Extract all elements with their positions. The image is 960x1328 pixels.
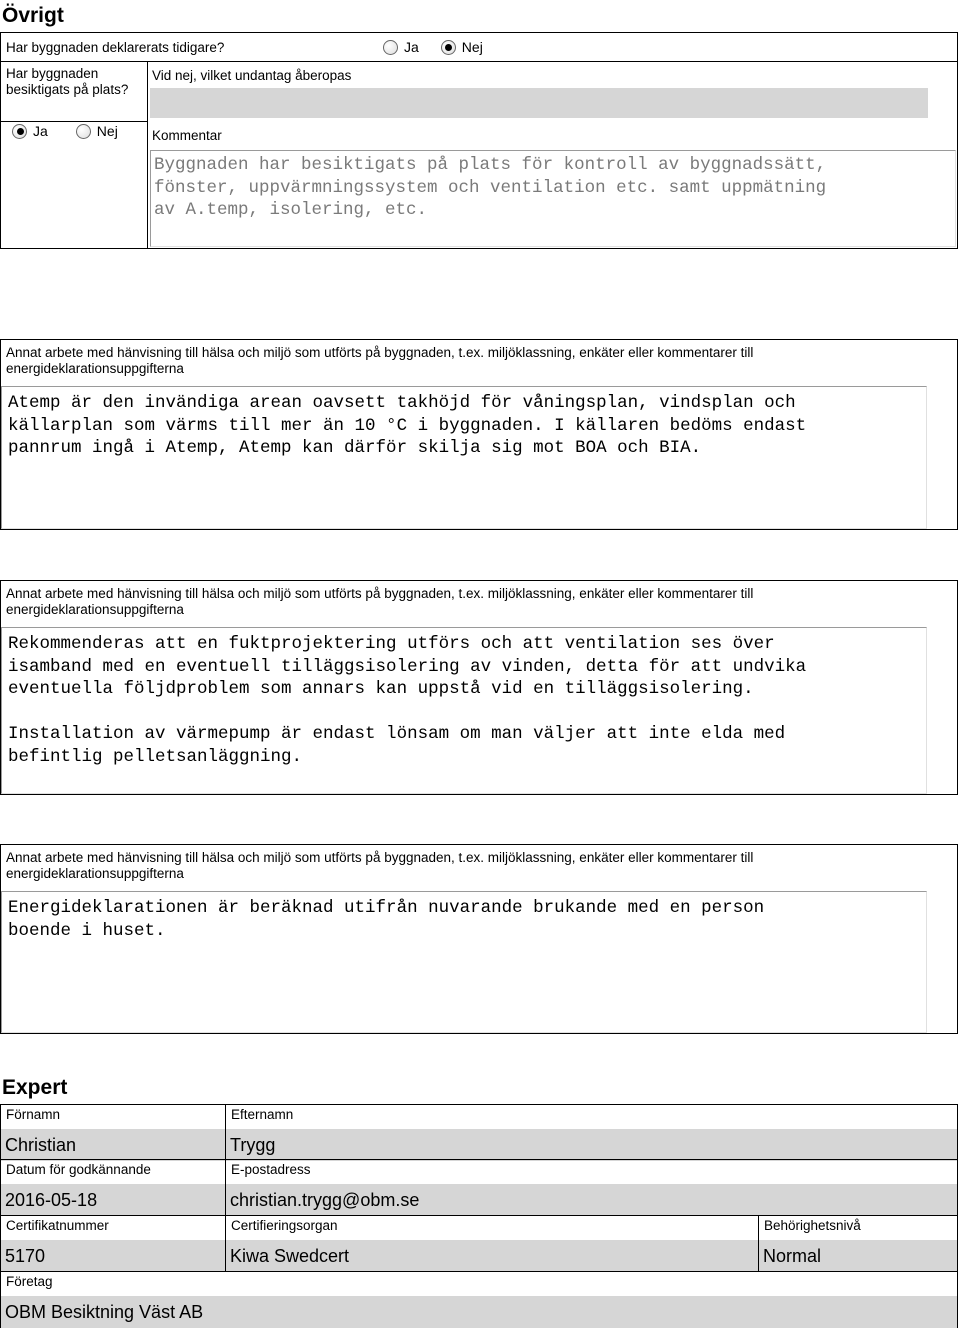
inspected-yes-radio[interactable] bbox=[12, 124, 27, 139]
declared-no-radio[interactable] bbox=[441, 40, 456, 55]
comment-label: Kommentar bbox=[152, 128, 222, 143]
other-work-field-3[interactable] bbox=[1, 891, 927, 1033]
section-title-expert: Expert bbox=[2, 1076, 68, 1099]
inspected-radio-group bbox=[12, 123, 118, 139]
email-label: E-postadress bbox=[231, 1162, 311, 1177]
date-label: Datum för godkännande bbox=[6, 1162, 151, 1177]
level-label: Behörighetsnivå bbox=[764, 1218, 861, 1233]
date-field[interactable]: 2016-05-18 bbox=[1, 1184, 225, 1216]
other-work-label-1: Annat arbete med hänvisning till hälsa och miljö som utförts på byggnaden, t.ex. miljöklassning, enkäter eller kommentarer till energideklarationsuppgifterna bbox=[6, 345, 754, 376]
cert-org-field[interactable]: Kiwa Swedcert bbox=[226, 1240, 758, 1272]
section-title-ovrigt: Övrigt bbox=[2, 4, 64, 27]
other-work-text-3: Energideklarationen är beräknad utifrån nuvarande brukande med en person boende i huset. bbox=[8, 898, 765, 941]
cert-org-cell bbox=[225, 1215, 759, 1272]
declared-radio-group bbox=[383, 39, 483, 55]
other-work-field-2[interactable] bbox=[1, 627, 927, 794]
cert-no-label: Certifikatnummer bbox=[6, 1218, 109, 1233]
inspected-yes-label: Ja bbox=[33, 123, 48, 139]
declared-question: Har byggnaden deklarerats tidigare? bbox=[6, 40, 225, 55]
firstname-label: Förnamn bbox=[6, 1107, 61, 1122]
other-work-text-1: Atemp är den invändiga arean oavsett takhöjd för våningsplan, vindsplan och källarplan som värms till mer än 10 °C i byggnaden. I källaren bedöms endast pannrum ingå i Atemp, Atemp kan därför skilja sig mot BOA och BIA. bbox=[8, 393, 807, 458]
firstname-field[interactable]: Christian bbox=[1, 1129, 225, 1161]
level-cell bbox=[758, 1215, 958, 1272]
lastname-cell bbox=[225, 1104, 958, 1160]
other-work-block-3 bbox=[0, 844, 958, 1034]
email-field[interactable]: christian.trygg@obm.se bbox=[226, 1184, 957, 1216]
cert-no-cell bbox=[0, 1215, 226, 1272]
other-work-block-2 bbox=[0, 580, 958, 795]
other-work-label-2: Annat arbete med hänvisning till hälsa och miljö som utförts på byggnaden, t.ex. miljöklassning, enkäter eller kommentarer till energideklarationsuppgifterna bbox=[6, 586, 754, 617]
other-work-block-1 bbox=[0, 339, 958, 530]
company-cell bbox=[0, 1271, 958, 1328]
declared-yes-radio[interactable] bbox=[383, 40, 398, 55]
email-cell bbox=[225, 1159, 958, 1216]
firstname-cell bbox=[0, 1104, 226, 1160]
comment-field[interactable] bbox=[150, 150, 956, 247]
other-work-field-1[interactable] bbox=[1, 386, 927, 529]
lastname-label: Efternamn bbox=[231, 1107, 294, 1122]
exception-label: Vid nej, vilket undantag åberopas bbox=[152, 68, 352, 83]
cert-no-field[interactable]: 5170 bbox=[1, 1240, 225, 1272]
inspected-no-radio[interactable] bbox=[76, 124, 91, 139]
inspected-no-label: Nej bbox=[96, 123, 118, 139]
exception-field[interactable] bbox=[150, 88, 928, 118]
comment-text: Byggnaden har besiktigats på plats för kontroll av byggnadssätt, fönster, uppvärmningssystem och ventilation etc. samt uppmätning av A.temp, isolering, etc. bbox=[154, 155, 827, 220]
lastname-field[interactable]: Trygg bbox=[226, 1129, 957, 1161]
declared-yes-label: Ja bbox=[404, 39, 419, 55]
inspected-question: Har byggnaden besiktigats på plats? bbox=[6, 66, 129, 97]
company-label: Företag bbox=[6, 1274, 53, 1289]
level-field[interactable]: Normal bbox=[759, 1240, 957, 1272]
company-field[interactable]: OBM Besiktning Väst AB bbox=[1, 1296, 957, 1328]
declared-no-label: Nej bbox=[461, 39, 483, 55]
other-work-text-2: Rekommenderas att en fuktprojektering utförs och att ventilation ses över isamband med en eventuell tilläggsisolering av vinden, detta för att undvika eventuella följdproblem som annars kan uppstå vid en tilläggsisolering. Installation av värmepump är endast lönsam om man väljer att inte elda med befintlig pelletsanläggning. bbox=[8, 634, 807, 767]
other-work-label-3: Annat arbete med hänvisning till hälsa och miljö som utförts på byggnaden, t.ex. miljöklassning, enkäter eller kommentarer till energideklarationsuppgifterna bbox=[6, 850, 754, 881]
date-cell bbox=[0, 1159, 226, 1216]
cert-org-label: Certifieringsorgan bbox=[231, 1218, 338, 1233]
